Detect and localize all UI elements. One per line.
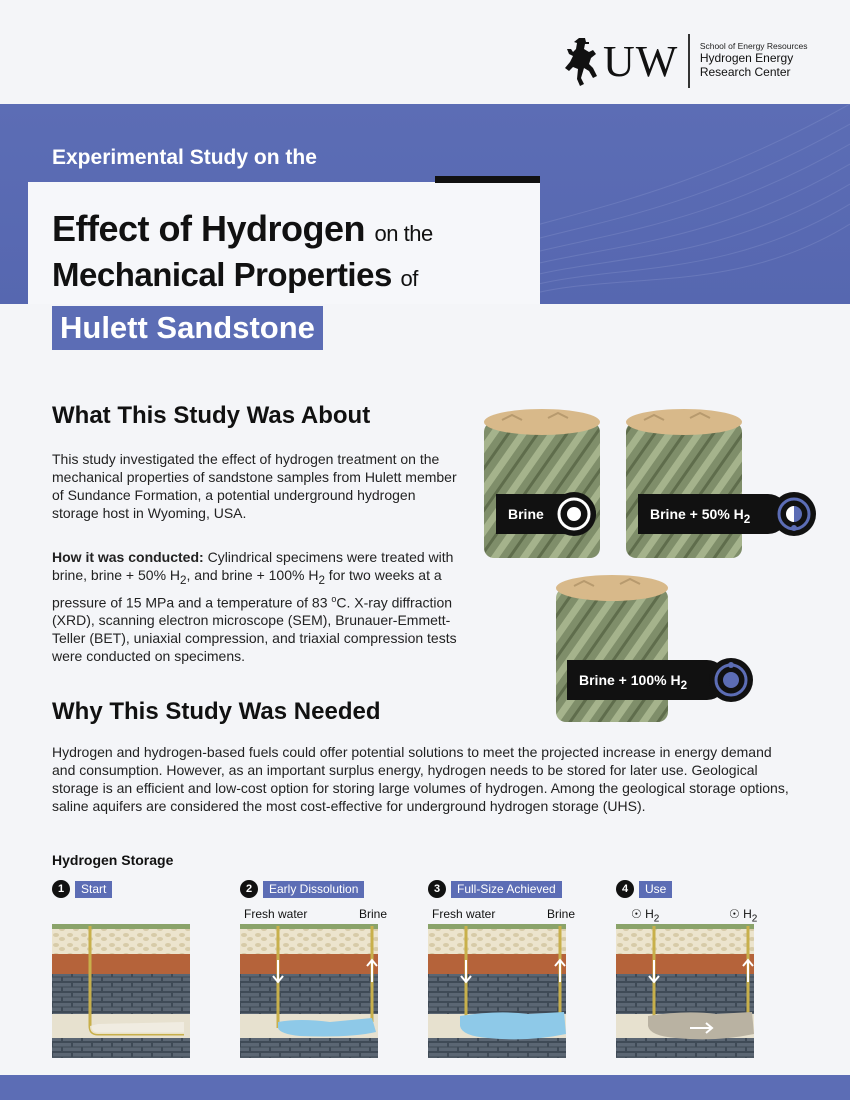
subscript-2: 2 xyxy=(680,678,688,692)
subscript-2: 2 xyxy=(180,573,187,587)
title-line-2-bold: Mechanical Properties xyxy=(52,256,392,293)
step-1-number: 1 xyxy=(52,880,70,898)
sample-label-brine-50-text xyxy=(638,494,788,534)
subscript-2: 2 xyxy=(751,913,758,925)
storage-heading: Hydrogen Storage xyxy=(52,852,174,868)
logo-wordmark: UW xyxy=(603,36,679,86)
hydrogen-molecule-icon xyxy=(709,658,753,702)
step-2-number: 2 xyxy=(240,880,258,898)
step-4-number: 4 xyxy=(616,880,634,898)
title-line-2-small: of xyxy=(400,266,418,291)
target-icon: ☉ xyxy=(729,907,740,921)
title-line-3: Hulett Sandstone xyxy=(52,306,323,350)
sample-brine-50-cylinder xyxy=(626,409,742,558)
subscript-2: 2 xyxy=(653,913,660,925)
sample-label-brine-50-name: Brine + 50% H xyxy=(650,506,744,522)
footer-bar xyxy=(0,1075,850,1100)
target-icon: ☉ xyxy=(631,907,642,921)
brine-hydrogen-molecule-icon xyxy=(772,492,816,536)
step-2-left-label: Fresh water xyxy=(244,907,308,921)
title-line-2 xyxy=(52,256,418,294)
step-4-left-text: H xyxy=(645,907,654,921)
org-name xyxy=(700,42,808,79)
org-line-2: Hydrogen Energy xyxy=(699,51,794,66)
title-accent-bar xyxy=(435,176,540,183)
sample-label-brine-name: Brine xyxy=(508,506,544,522)
step-1-label: Start xyxy=(75,881,112,898)
step-3 xyxy=(428,880,562,898)
uw-logo xyxy=(565,34,808,88)
subscript-2: 2 xyxy=(743,512,751,526)
method-text-b: , and brine + 100% H xyxy=(186,567,319,583)
step-4-label: Use xyxy=(639,881,672,898)
sample-label-brine-100 xyxy=(567,660,727,700)
degree-mark: o xyxy=(331,593,337,604)
method-lead: How it was conducted: xyxy=(52,549,204,565)
step-3-number: 3 xyxy=(428,880,446,898)
method-text-a: Cylindrical specimens were treated with brine, brine + 50% H xyxy=(52,549,454,583)
title-line-1-small: on the xyxy=(374,221,433,246)
subscript-2: 2 xyxy=(318,573,325,587)
about-paragraph: This study investigated the effect of hydrogen treatment on the mechanical properties of sandstone samples from Hulett member of Sundance Formation, a potential underground hydrogen storage host in Wyoming, USA. xyxy=(52,451,457,521)
step-1 xyxy=(52,880,112,898)
step-2-right-label: Brine xyxy=(359,907,388,921)
storage-geology-diagrams xyxy=(52,922,802,1060)
brine-molecule-icon xyxy=(552,492,596,536)
step-4 xyxy=(616,880,672,898)
step-2-label: Early Dissolution xyxy=(263,881,364,898)
about-heading: What This Study Was About xyxy=(52,402,371,429)
why-heading: Why This Study Was Needed xyxy=(52,698,381,725)
step-3-label: Full-Size Achieved xyxy=(451,881,562,898)
title-kicker: Experimental Study on the xyxy=(52,146,317,169)
storage-full-size-diagram xyxy=(428,924,566,1058)
title-line-1-bold: Effect of Hydrogen xyxy=(52,208,366,249)
title-line-1 xyxy=(52,208,433,250)
method-text-c: for two weeks at a pressure of 15 MPa and a temperature of 83 xyxy=(52,567,442,611)
logo-divider xyxy=(688,34,690,88)
method-text-d: C. X-ray diffraction (XRD), scanning electron microscope (SEM), Brunauer-Emmett-Teller (BET), uniaxial compression, and triaxial compression tests were conducted on specimens. xyxy=(52,594,457,665)
why-paragraph: Hydrogen and hydrogen-based fuels could offer potential solutions to meet the projected increase in energy demand and consumption. However, as an important surplus energy, hydrogen needs to be stored for later use. Geological storage is an efficient and low-cost option for storing large volumes of hydrogen. Among the geological storage options, saline aquifers are considered the most cost-effective for underground hydrogen storage (UHS). xyxy=(52,744,789,814)
org-line-1: School of Energy Resources xyxy=(699,41,808,52)
org-line-3: Research Center xyxy=(699,64,791,79)
step-3-right-label: Brine xyxy=(547,907,576,921)
storage-early-dissolution-diagram xyxy=(240,924,378,1058)
method-paragraph xyxy=(52,548,462,665)
storage-use-diagram xyxy=(616,924,754,1058)
step-4-right-text: H xyxy=(743,907,752,921)
cowboy-bucking-horse-icon xyxy=(565,36,599,86)
sample-label-brine-50 xyxy=(638,494,788,534)
step-2 xyxy=(240,880,364,898)
step-3-left-label: Fresh water xyxy=(432,907,496,921)
sample-label-brine-100-text xyxy=(567,660,727,700)
sample-label-brine xyxy=(496,494,596,534)
storage-start-diagram xyxy=(52,924,190,1058)
sample-label-brine-100-name: Brine + 100% H xyxy=(579,672,681,688)
